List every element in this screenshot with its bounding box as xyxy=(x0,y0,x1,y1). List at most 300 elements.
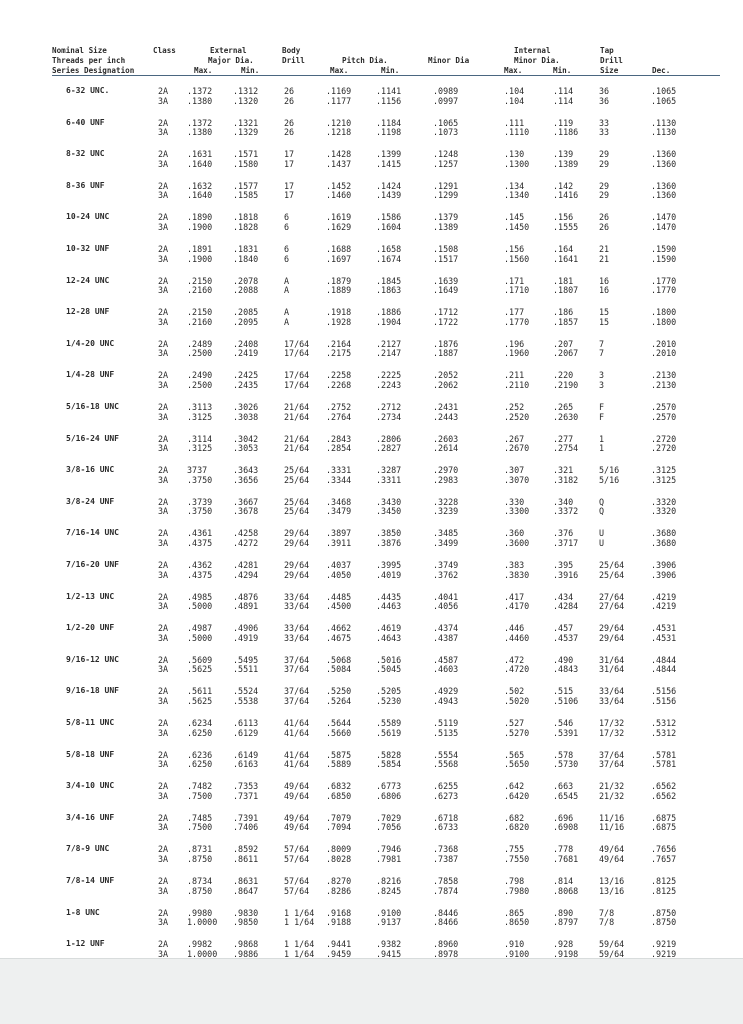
internal-min-cell xyxy=(553,308,578,327)
tap-drill-cell-value: 33 xyxy=(599,117,610,128)
internal-max-cell xyxy=(504,498,529,517)
class-cell xyxy=(158,498,168,517)
decimal-cell-value: .5156 xyxy=(651,686,677,697)
tap-drill-cell-value: Q xyxy=(599,506,605,517)
table-row xyxy=(0,908,743,934)
class-cell-value: 2A xyxy=(158,686,169,697)
tap-drill-cell-value: 16 xyxy=(599,285,610,296)
thread-designation: 6-32 UNC. xyxy=(66,86,110,95)
class-cell-value: 2A xyxy=(158,402,169,412)
internal-min-cell xyxy=(553,435,578,454)
class-cell-value: 3A xyxy=(158,948,169,959)
decimal-cell-value: .1470 xyxy=(651,221,677,232)
decimal-cell-value: .2010 xyxy=(651,348,677,359)
minor-dia-cell-value: .1257 xyxy=(433,158,459,169)
decimal-cell-value: .1360 xyxy=(651,158,677,169)
tap-drill-cell-value: 21/32 xyxy=(599,781,625,792)
internal-max-cell-value: .111 xyxy=(504,117,525,128)
pitch-max-cell-value: .1629 xyxy=(326,221,352,232)
internal-min-cell xyxy=(553,277,578,296)
body-drill-cell xyxy=(284,245,289,264)
internal-min-cell-value: .181 xyxy=(553,275,574,286)
pitch-max-cell xyxy=(326,371,351,390)
tap-drill-cell-value: 15 xyxy=(599,316,610,327)
pitch-min-cell xyxy=(376,719,401,738)
minor-dia-cell-value: .2062 xyxy=(433,379,459,390)
table-row xyxy=(0,181,743,207)
major-max-cell-value: .3113 xyxy=(187,402,213,412)
thread-designation: 8-32 UNC xyxy=(66,149,105,159)
body-drill-cell xyxy=(284,435,309,454)
minor-dia-cell xyxy=(433,435,458,454)
major-min-cell-value: .2435 xyxy=(233,379,259,390)
pitch-max-cell-value: .9168 xyxy=(326,907,352,918)
class-cell-value: 2A xyxy=(158,370,169,381)
pitch-min-cell-value: .1156 xyxy=(376,95,402,106)
pitch-max-cell-value: .1428 xyxy=(326,149,352,160)
major-min-cell-value: .3038 xyxy=(233,411,259,422)
minor-dia-cell xyxy=(433,403,458,422)
table-row xyxy=(0,750,743,776)
internal-max-cell-value: .330 xyxy=(504,496,525,507)
pitch-min-cell-value: .5016 xyxy=(376,654,402,665)
tap-drill-cell xyxy=(599,87,609,106)
minor-dia-cell xyxy=(433,940,458,959)
major-min-cell-value: .2425 xyxy=(233,370,259,381)
internal-min-cell-value: .890 xyxy=(553,907,574,918)
pitch-max-cell xyxy=(326,150,351,169)
major-min-cell-value: .2095 xyxy=(233,316,259,327)
internal-max-cell xyxy=(504,87,524,106)
minor-dia-cell-value: .0997 xyxy=(433,95,459,106)
internal-min-cell-value: .5730 xyxy=(553,759,579,770)
internal-min-cell-value: .3182 xyxy=(553,474,579,485)
class-cell xyxy=(158,182,168,201)
major-min-cell xyxy=(233,308,258,327)
major-max-cell xyxy=(187,245,212,264)
decimal-cell xyxy=(651,782,676,801)
pitch-max-cell-value: .3911 xyxy=(326,537,352,548)
table-row xyxy=(0,592,743,618)
decimal-cell xyxy=(651,340,676,359)
tap-drill-cell-value: 33/64 xyxy=(599,695,625,706)
class-cell-value: 3A xyxy=(158,474,169,485)
pitch-min-cell-value: .3876 xyxy=(376,537,402,548)
internal-min-cell-value: .321 xyxy=(553,465,574,476)
internal-max-cell-value: .177 xyxy=(504,307,525,318)
major-max-cell-value: .6234 xyxy=(187,718,213,728)
body-drill-cell xyxy=(284,656,309,675)
internal-min-cell-value: .6545 xyxy=(553,790,579,801)
internal-max-cell xyxy=(504,814,529,833)
pitch-max-cell-value: .2175 xyxy=(326,348,352,359)
major-max-cell-value: .1890 xyxy=(187,212,213,223)
tap-drill-cell xyxy=(599,656,624,675)
internal-min-cell-value: .3372 xyxy=(553,506,579,517)
tap-drill-cell-value: F xyxy=(599,402,605,412)
decimal-cell xyxy=(651,751,676,770)
major-min-cell-value: .4906 xyxy=(233,623,259,634)
decimal-cell xyxy=(651,498,676,517)
tap-drill-cell-value: 36 xyxy=(599,86,610,96)
body-drill-cell xyxy=(284,182,294,201)
major-max-cell xyxy=(187,719,212,738)
major-max-cell-value: .5625 xyxy=(187,664,213,675)
body-drill-cell-value: 37/64 xyxy=(284,664,310,675)
table-row xyxy=(0,686,743,712)
minor-dia-cell xyxy=(433,371,458,390)
minor-dia-cell xyxy=(433,877,458,896)
pitch-min-cell xyxy=(376,371,401,390)
tap-drill-cell-value: 3 xyxy=(599,379,605,390)
table-row xyxy=(0,339,743,365)
tap-drill-cell-value: 29 xyxy=(599,149,610,160)
major-min-cell-value: .5495 xyxy=(233,654,259,665)
body-drill-cell-value: 1 1/64 xyxy=(284,917,315,928)
body-drill-cell-value: A xyxy=(284,285,290,296)
class-cell-value: 3A xyxy=(158,506,169,517)
body-drill-cell-value: 6 xyxy=(284,244,290,254)
major-max-cell-value: .4361 xyxy=(187,528,213,539)
tap-drill-cell-value: 33/64 xyxy=(599,686,625,697)
class-cell-value: 2A xyxy=(158,496,169,507)
internal-min-cell-value: .4537 xyxy=(553,632,579,643)
internal-max-cell-value: .9100 xyxy=(504,948,530,959)
decimal-cell-value: .3680 xyxy=(651,528,677,539)
pitch-max-cell-value: .9188 xyxy=(326,917,352,928)
body-drill-cell-value: 21/64 xyxy=(284,402,310,412)
internal-min-cell-value: .4843 xyxy=(553,664,579,675)
tap-drill-cell-value: 15 xyxy=(599,307,610,318)
body-drill-cell-value: 29/64 xyxy=(284,569,310,580)
pitch-min-cell-value: .1415 xyxy=(376,158,402,169)
internal-max-cell-value: .4720 xyxy=(504,664,530,675)
pitch-min-cell-value: .5205 xyxy=(376,686,402,697)
class-cell-value: 2A xyxy=(158,180,169,191)
minor-dia-cell-value: .8960 xyxy=(433,939,459,950)
class-cell-value: 2A xyxy=(158,528,169,539)
major-max-cell xyxy=(187,940,217,959)
decimal-cell-value: .5781 xyxy=(651,749,677,760)
pitch-min-cell-value: .2147 xyxy=(376,348,402,359)
tap-drill-cell xyxy=(599,687,624,706)
body-drill-cell-value: 41/64 xyxy=(284,749,310,760)
internal-min-cell-value: .778 xyxy=(553,844,574,855)
minor-dia-cell-value: .1649 xyxy=(433,285,459,296)
decimal-cell-value: .2720 xyxy=(651,443,677,454)
pitch-max-cell-value: .5068 xyxy=(326,654,352,665)
thread-designation: 10-32 UNF xyxy=(66,244,110,253)
class-cell xyxy=(158,277,168,296)
decimal-cell-value: .7657 xyxy=(651,853,677,864)
pitch-max-cell-value: .1697 xyxy=(326,253,352,264)
pitch-max-cell-value: .4500 xyxy=(326,601,352,612)
class-cell xyxy=(158,466,168,485)
decimal-cell-value: .1800 xyxy=(651,307,677,318)
minor-dia-cell xyxy=(433,719,458,738)
pitch-max-cell-value: .1218 xyxy=(326,127,352,138)
major-max-cell-value: .3739 xyxy=(187,496,213,507)
pitch-max-cell-value: .2164 xyxy=(326,338,352,349)
major-min-cell-value: .8611 xyxy=(233,853,259,864)
pitch-min-cell-value: .2827 xyxy=(376,443,402,454)
internal-max-cell-value: .3830 xyxy=(504,569,530,580)
internal-min-cell xyxy=(553,593,578,612)
major-max-cell xyxy=(187,371,212,390)
minor-dia-cell xyxy=(433,182,458,201)
body-drill-cell-value: 25/64 xyxy=(284,506,310,517)
internal-min-cell xyxy=(553,751,578,770)
thread-designation: 3/8-16 UNC xyxy=(66,465,115,475)
class-cell-value: 2A xyxy=(158,212,169,223)
thread-designation: 5/16-24 UNF xyxy=(66,433,119,443)
header-threads-per-inch: Threads per inch xyxy=(52,56,126,65)
thread-designation: 5/16-18 UNC xyxy=(66,402,119,411)
decimal-cell xyxy=(651,277,676,296)
pitch-max-cell xyxy=(326,182,351,201)
internal-max-cell-value: .1960 xyxy=(504,348,530,359)
tap-drill-cell-value: U xyxy=(599,537,605,548)
internal-max-cell-value: .565 xyxy=(504,749,525,760)
decimal-cell-value: .8125 xyxy=(651,885,677,896)
internal-min-cell-value: .1555 xyxy=(553,221,579,232)
pitch-max-cell-value: .5644 xyxy=(326,718,352,728)
internal-max-cell xyxy=(504,719,529,738)
header-minor-dia: Minor Dia xyxy=(428,56,470,65)
major-max-cell xyxy=(187,877,212,896)
major-max-cell xyxy=(187,213,212,232)
major-max-cell-value: .6236 xyxy=(187,749,213,760)
decimal-cell-value: .4531 xyxy=(651,632,677,643)
decimal-cell-value: .1800 xyxy=(651,316,677,327)
internal-max-cell xyxy=(504,845,529,864)
internal-min-cell xyxy=(553,340,578,359)
minor-dia-cell xyxy=(433,308,458,327)
major-max-cell xyxy=(187,435,212,454)
decimal-cell-value: .1360 xyxy=(651,149,677,160)
decimal-cell-value: .7656 xyxy=(651,844,677,855)
pitch-max-cell-value: .2268 xyxy=(326,379,352,390)
decimal-cell xyxy=(651,593,676,612)
minor-dia-cell-value: .6255 xyxy=(433,781,459,792)
major-max-cell xyxy=(187,593,212,612)
table-row xyxy=(0,465,743,491)
class-cell-value: 3A xyxy=(158,443,169,454)
tap-drill-cell-value: 21 xyxy=(599,244,610,254)
minor-dia-cell-value: .4374 xyxy=(433,623,459,634)
internal-max-cell xyxy=(504,877,529,896)
major-max-cell xyxy=(187,656,212,675)
class-cell-value: 3A xyxy=(158,348,169,359)
body-drill-cell-value: 29/64 xyxy=(284,560,310,570)
pitch-max-cell xyxy=(326,719,351,738)
class-cell-value: 2A xyxy=(158,907,169,918)
class-cell-value: 3A xyxy=(158,853,169,864)
major-max-cell-value: .1632 xyxy=(187,180,213,191)
class-cell xyxy=(158,719,168,738)
major-min-cell-value: .1840 xyxy=(233,253,259,264)
minor-dia-cell xyxy=(433,656,458,675)
class-cell xyxy=(158,340,168,359)
pitch-min-cell-value: .2806 xyxy=(376,433,402,444)
internal-min-cell xyxy=(553,403,578,422)
pitch-min-cell-value: .3287 xyxy=(376,465,402,476)
body-drill-cell xyxy=(284,498,309,517)
tap-drill-cell-value: 7/8 xyxy=(599,907,615,918)
internal-min-cell-value: .2754 xyxy=(553,443,579,454)
major-min-cell-value: .1312 xyxy=(233,86,259,96)
decimal-cell xyxy=(651,529,676,548)
minor-dia-cell-value: .0989 xyxy=(433,86,459,96)
internal-min-cell-value: .1389 xyxy=(553,158,579,169)
internal-max-cell-value: .417 xyxy=(504,591,525,602)
class-cell xyxy=(158,877,168,896)
major-min-cell-value: .6129 xyxy=(233,727,259,738)
pitch-max-cell xyxy=(326,877,351,896)
tap-drill-cell-value: 29/64 xyxy=(599,623,625,634)
decimal-cell-value: .1770 xyxy=(651,285,677,296)
major-max-cell xyxy=(187,814,212,833)
major-min-cell xyxy=(233,371,258,390)
internal-max-cell-value: .472 xyxy=(504,654,525,665)
tap-drill-cell xyxy=(599,213,609,232)
major-min-cell-value: .5524 xyxy=(233,686,259,697)
major-min-cell-value: .8592 xyxy=(233,844,259,855)
internal-min-cell-value: .340 xyxy=(553,496,574,507)
class-cell-value: 2A xyxy=(158,844,169,855)
major-max-cell-value: .7500 xyxy=(187,822,213,833)
major-max-cell-value: .4985 xyxy=(187,591,213,602)
tap-drill-cell xyxy=(599,150,609,169)
tap-drill-cell-value: U xyxy=(599,528,605,539)
internal-max-cell xyxy=(504,466,529,485)
internal-max-cell xyxy=(504,751,529,770)
pitch-max-cell xyxy=(326,656,351,675)
minor-dia-cell-value: .5119 xyxy=(433,718,459,728)
major-max-cell-value: .2500 xyxy=(187,379,213,390)
body-drill-cell-value: 26 xyxy=(284,117,295,128)
major-max-cell-value: .5000 xyxy=(187,632,213,643)
decimal-cell xyxy=(651,213,676,232)
major-min-cell-value: .6149 xyxy=(233,749,259,760)
internal-max-cell xyxy=(504,277,529,296)
major-max-cell-value: .2500 xyxy=(187,348,213,359)
internal-min-cell-value: .5106 xyxy=(553,695,579,706)
class-cell-value: 2A xyxy=(158,560,169,570)
header-internal-max: Max. xyxy=(504,66,523,75)
pitch-min-cell-value: .2712 xyxy=(376,402,402,412)
tap-drill-cell xyxy=(599,498,604,517)
pitch-min-cell-value: .6806 xyxy=(376,790,402,801)
body-drill-cell-value: 41/64 xyxy=(284,727,310,738)
pitch-min-cell xyxy=(376,119,401,138)
body-drill-cell xyxy=(284,845,309,864)
class-cell xyxy=(158,940,168,959)
major-min-cell xyxy=(233,845,258,864)
internal-max-cell-value: .5650 xyxy=(504,759,530,770)
thread-designation: 5/8-11 UNC xyxy=(66,718,115,727)
minor-dia-cell-value: .1876 xyxy=(433,338,459,349)
pitch-max-cell-value: .2854 xyxy=(326,443,352,454)
internal-max-cell xyxy=(504,340,529,359)
minor-dia-cell-value: .1887 xyxy=(433,348,459,359)
pitch-max-cell xyxy=(326,213,351,232)
body-drill-cell-value: 1 1/64 xyxy=(284,939,315,950)
class-cell-value: 3A xyxy=(158,790,169,801)
pitch-max-cell xyxy=(326,403,351,422)
internal-min-cell xyxy=(553,466,578,485)
pitch-min-cell-value: .2243 xyxy=(376,379,402,390)
header-drill: Drill xyxy=(282,56,305,65)
tap-drill-cell xyxy=(599,245,609,264)
thread-designation: 7/8-14 UNF xyxy=(66,876,115,885)
class-cell xyxy=(158,909,168,928)
minor-dia-cell-value: .8978 xyxy=(433,948,459,959)
pitch-max-cell-value: .1879 xyxy=(326,275,352,286)
major-max-cell-value: .2490 xyxy=(187,370,213,381)
major-min-cell xyxy=(233,403,258,422)
body-drill-cell-value: 17 xyxy=(284,190,295,201)
internal-min-cell-value: .7681 xyxy=(553,853,579,864)
body-drill-cell-value: 57/64 xyxy=(284,876,310,886)
internal-max-cell-value: .2110 xyxy=(504,379,530,390)
pitch-max-cell-value: .1918 xyxy=(326,307,352,318)
pitch-min-cell-value: .5045 xyxy=(376,664,402,675)
tap-drill-cell xyxy=(599,371,604,390)
pitch-min-cell-value: .1198 xyxy=(376,127,402,138)
pitch-max-cell-value: .7094 xyxy=(326,822,352,833)
tap-drill-cell xyxy=(599,308,609,327)
major-min-cell-value: .1571 xyxy=(233,149,259,160)
major-min-cell-value: .7371 xyxy=(233,790,259,801)
internal-min-cell xyxy=(553,245,578,264)
pitch-min-cell xyxy=(376,845,401,864)
pitch-min-cell-value: .5854 xyxy=(376,759,402,770)
internal-min-cell xyxy=(553,182,578,201)
internal-min-cell xyxy=(553,656,578,675)
decimal-cell xyxy=(651,245,676,264)
internal-max-cell xyxy=(504,909,529,928)
pitch-max-cell-value: .1177 xyxy=(326,95,352,106)
body-drill-cell xyxy=(284,751,309,770)
class-cell-value: 2A xyxy=(158,623,169,634)
table-row xyxy=(0,86,743,112)
internal-max-cell xyxy=(504,245,529,264)
major-min-cell xyxy=(233,87,258,106)
minor-dia-cell xyxy=(433,213,458,232)
class-cell-value: 3A xyxy=(158,95,169,106)
body-drill-cell-value: A xyxy=(284,307,290,318)
internal-min-cell-value: .277 xyxy=(553,433,574,444)
table-row xyxy=(0,212,743,238)
body-drill-cell-value: 37/64 xyxy=(284,695,310,706)
internal-min-cell-value: .3916 xyxy=(553,569,579,580)
internal-max-cell xyxy=(504,593,529,612)
table-row xyxy=(0,370,743,396)
internal-min-cell xyxy=(553,687,578,706)
major-min-cell-value: .1585 xyxy=(233,190,259,201)
class-cell xyxy=(158,561,168,580)
class-cell-value: 3A xyxy=(158,632,169,643)
decimal-cell-value: .2130 xyxy=(651,370,677,381)
internal-min-cell xyxy=(553,909,578,928)
major-max-cell-value: .8734 xyxy=(187,876,213,886)
body-drill-cell-value: 6 xyxy=(284,221,290,232)
body-drill-cell-value: 33/64 xyxy=(284,623,310,634)
table-row xyxy=(0,244,743,270)
major-min-cell xyxy=(233,435,258,454)
minor-dia-cell xyxy=(433,845,458,864)
